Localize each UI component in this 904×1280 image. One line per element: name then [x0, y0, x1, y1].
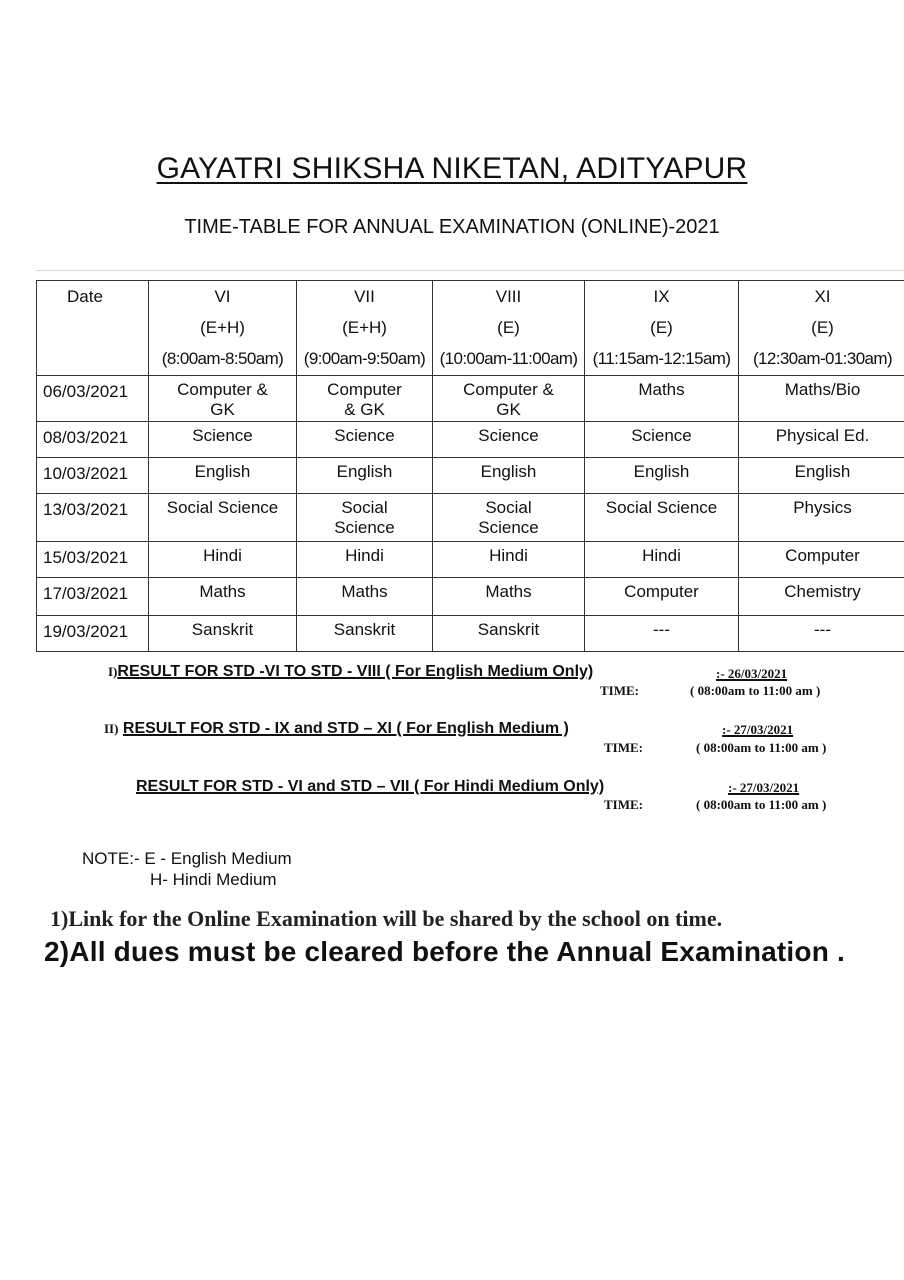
time-label: TIME: [600, 683, 639, 698]
subject-cell: Science [149, 422, 297, 458]
table-row [37, 458, 904, 494]
time-label: TIME: [604, 797, 643, 812]
subject-cell: Hindi [149, 542, 297, 578]
exam-subtitle: TIME-TABLE FOR ANNUAL EXAMINATION (ONLINE)-2021 [184, 216, 720, 238]
subject-cell: Sanskrit [433, 616, 585, 652]
school-name: GAYATRI SHIKSHA NIKETAN, ADITYAPUR [156, 152, 748, 185]
subject-cell: Science [585, 422, 739, 458]
subject-cell: Sanskrit [297, 616, 433, 652]
date-header: Date [37, 281, 149, 376]
exam-date: 15/03/2021 [37, 542, 149, 578]
subject-cell: Computer & GK [297, 376, 433, 422]
subject-cell: Maths/Bio [739, 376, 904, 422]
subject-cell: --- [585, 616, 739, 652]
result-date: :- 27/03/2021 [728, 780, 800, 795]
subject-cell: Computer & GK [149, 376, 297, 422]
subject-cell: Maths [149, 578, 297, 616]
subject-cell: Physics [739, 494, 904, 542]
subject-cell: Computer [585, 578, 739, 616]
timetable [36, 280, 904, 652]
result-date: :- 26/03/2021 [716, 666, 788, 681]
table-row [37, 422, 904, 458]
table-row [37, 542, 904, 578]
class-header: IX (E) (11:15am-12:15am) [585, 281, 739, 376]
divider [36, 270, 904, 271]
time-value: ( 08:00am to 11:00 am ) [690, 683, 821, 698]
exam-date: 13/03/2021 [37, 494, 149, 542]
table-row [37, 376, 904, 422]
subject-cell: Science [433, 422, 585, 458]
subject-cell: Computer & GK [433, 376, 585, 422]
subject-cell: Social Science [585, 494, 739, 542]
subject-cell: English [149, 458, 297, 494]
time-label: TIME: [604, 740, 643, 755]
subject-cell: Hindi [585, 542, 739, 578]
subject-cell: Social Science [297, 494, 433, 542]
subject-cell: Social Science [149, 494, 297, 542]
note-hindi: H- Hindi Medium [150, 870, 277, 889]
subject-cell: --- [739, 616, 904, 652]
exam-date: 06/03/2021 [37, 376, 149, 422]
table-row [37, 578, 904, 616]
result-date: :- 27/03/2021 [722, 722, 794, 737]
class-header: XI (E) (12:30am-01:30am) [739, 281, 904, 376]
medium-note [82, 848, 292, 890]
result-line: II) RESULT FOR STD - IX and STD – XI ( For English Medium ) [104, 720, 569, 737]
subject-cell: Chemistry [739, 578, 904, 616]
exam-date: 17/03/2021 [37, 578, 149, 616]
class-header: VI (E+H) (8:00am-8:50am) [149, 281, 297, 376]
header-row [37, 281, 904, 376]
subject-cell: Sanskrit [149, 616, 297, 652]
subject-cell: English [433, 458, 585, 494]
result-line: RESULT FOR STD - VI and STD – VII ( For Hindi Medium Only) [136, 778, 605, 795]
time-value: ( 08:00am to 11:00 am ) [696, 740, 827, 755]
note-english: NOTE:- E - English Medium [82, 849, 292, 868]
exam-date: 08/03/2021 [37, 422, 149, 458]
instruction-dues: 2)All dues must be cleared before the Annual Examination . [44, 936, 845, 967]
subject-cell: Social Science [433, 494, 585, 542]
result-line: I)RESULT FOR STD -VI TO STD - VIII ( For English Medium Only) [108, 663, 594, 680]
subject-cell: Computer [739, 542, 904, 578]
table-row [37, 494, 904, 542]
class-header: VII (E+H) (9:00am-9:50am) [297, 281, 433, 376]
subject-cell: Maths [297, 578, 433, 616]
time-value: ( 08:00am to 11:00 am ) [696, 797, 827, 812]
instruction-link: 1)Link for the Online Examination will be shared by the school on time. [50, 906, 723, 931]
subject-cell: English [585, 458, 739, 494]
subject-cell: Physical Ed. [739, 422, 904, 458]
class-header: VIII (E) (10:00am-11:00am) [433, 281, 585, 376]
subject-cell: Maths [585, 376, 739, 422]
exam-date: 19/03/2021 [37, 616, 149, 652]
subject-cell: Hindi [297, 542, 433, 578]
subject-cell: Science [297, 422, 433, 458]
subject-cell: English [297, 458, 433, 494]
subject-cell: Hindi [433, 542, 585, 578]
table-row [37, 616, 904, 652]
exam-date: 10/03/2021 [37, 458, 149, 494]
subject-cell: Maths [433, 578, 585, 616]
subject-cell: English [739, 458, 904, 494]
